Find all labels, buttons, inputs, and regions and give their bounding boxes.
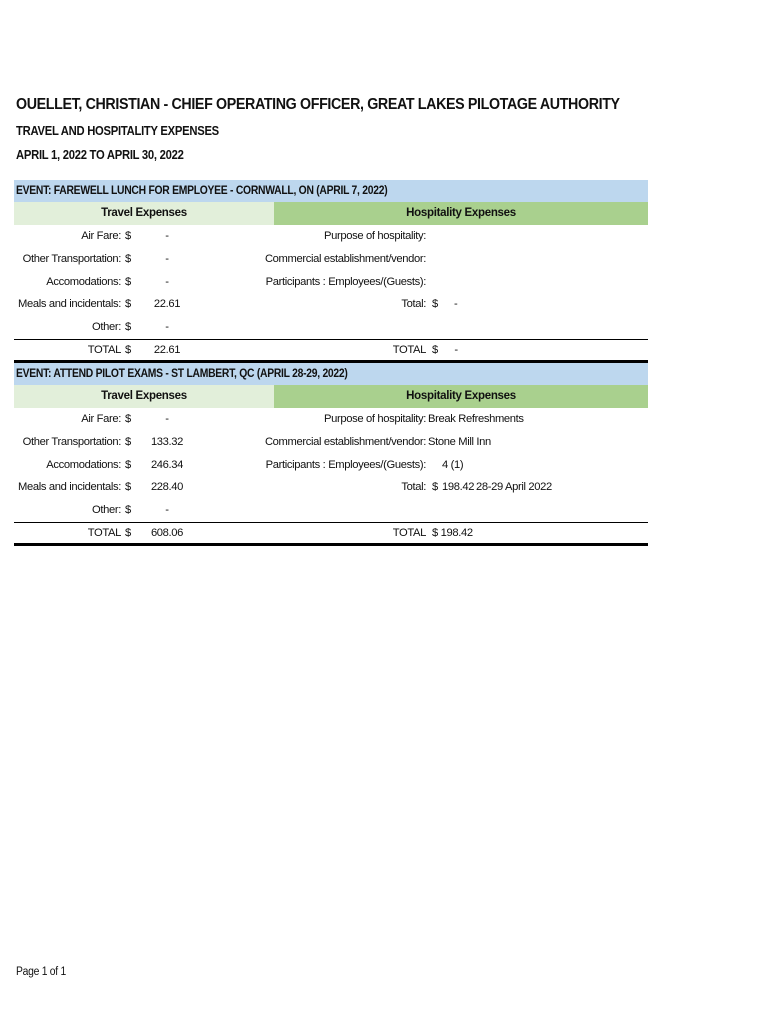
travel-total-label: TOTAL (87, 526, 121, 539)
participants-label: Participants : Employees/(Guests): (265, 275, 426, 288)
hospitality-total-label: Total: (401, 481, 426, 494)
currency-symbol: $ (125, 298, 131, 311)
accommodations-row (14, 271, 648, 294)
hospitality-total-label: Total: (401, 298, 426, 311)
currency-symbol: $ (125, 413, 131, 425)
currency-symbol: $ (125, 252, 131, 265)
currency-symbol: $ (125, 275, 131, 288)
other-transportation-label: Other Transportation: (22, 435, 121, 448)
other-row (14, 499, 648, 522)
purpose-label: Purpose of hospitality: (323, 230, 426, 242)
hospitality-currency: $ (432, 298, 438, 311)
expense-rows (14, 225, 648, 363)
meals-label: Meals and incidentals: (18, 298, 121, 311)
air-fare-row (14, 225, 648, 248)
establishment-label: Commercial establishment/vendor: (264, 252, 426, 265)
event-title: EVENT: ATTEND PILOT EXAMS - ST LAMBERT, QC (APRIL 28-29, 2022) (16, 368, 348, 380)
accommodations-value: 246.34 (150, 458, 184, 471)
other-transportation-value: - (165, 252, 169, 265)
hospitality-expenses-header: Hospitality Expenses (274, 202, 648, 225)
other-transportation-label: Other Transportation: (22, 252, 121, 265)
meals-row (14, 476, 648, 499)
accommodations-value: - (165, 275, 169, 288)
event-title-bar (14, 180, 648, 202)
air-fare-value: - (165, 413, 169, 425)
accommodations-row (14, 454, 648, 477)
other-value: - (165, 321, 169, 334)
currency-symbol: $ (125, 435, 131, 448)
other-transportation-row (14, 431, 648, 454)
currency-symbol: $ (125, 230, 131, 242)
page-number: Page 1 of 1 (16, 966, 66, 978)
hospitality-grand-total-label: TOTAL (392, 343, 426, 356)
accommodations-label: Accomodations: (46, 458, 121, 471)
currency-symbol: $ (125, 321, 131, 334)
other-transportation-row (14, 248, 648, 271)
air-fare-value: - (165, 230, 169, 242)
hospitality-currency: $ (432, 481, 438, 494)
meals-label: Meals and incidentals: (18, 481, 121, 494)
currency-symbol: $ (125, 481, 131, 494)
other-transportation-value: 133.32 (150, 435, 184, 448)
section-headers (14, 385, 648, 408)
currency-symbol: $ (125, 458, 131, 471)
total-row (14, 339, 648, 363)
purpose-label: Purpose of hospitality: (323, 413, 426, 425)
other-value: - (165, 504, 169, 517)
meals-row (14, 293, 648, 316)
event-title-bar (14, 363, 648, 385)
document-title: OUELLET, CHRISTIAN - CHIEF OPERATING OFFICER, GREAT LAKES PILOTAGE AUTHORITY (16, 96, 620, 113)
travel-expenses-header: Travel Expenses (14, 385, 274, 408)
hospitality-grand-total-label: TOTAL (392, 526, 426, 539)
travel-total-value: 22.61 (153, 343, 181, 356)
hospitality-total-value: - (454, 298, 458, 311)
travel-total-label: TOTAL (87, 343, 121, 356)
travel-expenses-header: Travel Expenses (14, 202, 274, 225)
currency-symbol: $ (125, 504, 131, 517)
meals-value: 22.61 (153, 298, 181, 311)
document-subtitle: TRAVEL AND HOSPITALITY EXPENSES (16, 124, 219, 138)
establishment-label: Commercial establishment/vendor: (264, 435, 426, 448)
event-title: EVENT: FAREWELL LUNCH FOR EMPLOYEE - CORNWALL, ON (APRIL 7, 2022) (16, 185, 388, 197)
air-fare-row (14, 408, 648, 431)
date-range: APRIL 1, 2022 TO APRIL 30, 2022 (16, 148, 184, 162)
participants-value: 4 (1) (442, 458, 464, 471)
travel-total-value: 608.06 (150, 526, 184, 539)
air-fare-label: Air Fare: (81, 230, 121, 242)
event-section (14, 180, 648, 363)
hospitality-date: 28-29 April 2022 (476, 481, 552, 494)
section-headers (14, 202, 648, 225)
currency-symbol: $ (125, 343, 131, 356)
hospitality-grand-total-value: $ 198.42 (432, 526, 473, 539)
participants-label: Participants : Employees/(Guests): (265, 458, 426, 471)
hospitality-total-value: 198.42 (442, 481, 475, 494)
establishment-value: Stone Mill Inn (428, 435, 491, 448)
purpose-value: Break Refreshments (428, 413, 524, 425)
air-fare-label: Air Fare: (81, 413, 121, 425)
other-label: Other: (92, 321, 121, 334)
other-label: Other: (92, 504, 121, 517)
accommodations-label: Accomodations: (46, 275, 121, 288)
hospitality-grand-total-value: $ - (432, 343, 458, 356)
hospitality-expenses-header: Hospitality Expenses (274, 385, 648, 408)
event-section (14, 363, 648, 546)
expense-rows (14, 408, 648, 546)
total-row (14, 522, 648, 546)
currency-symbol: $ (125, 526, 131, 539)
meals-value: 228.40 (150, 481, 184, 494)
other-row (14, 316, 648, 339)
